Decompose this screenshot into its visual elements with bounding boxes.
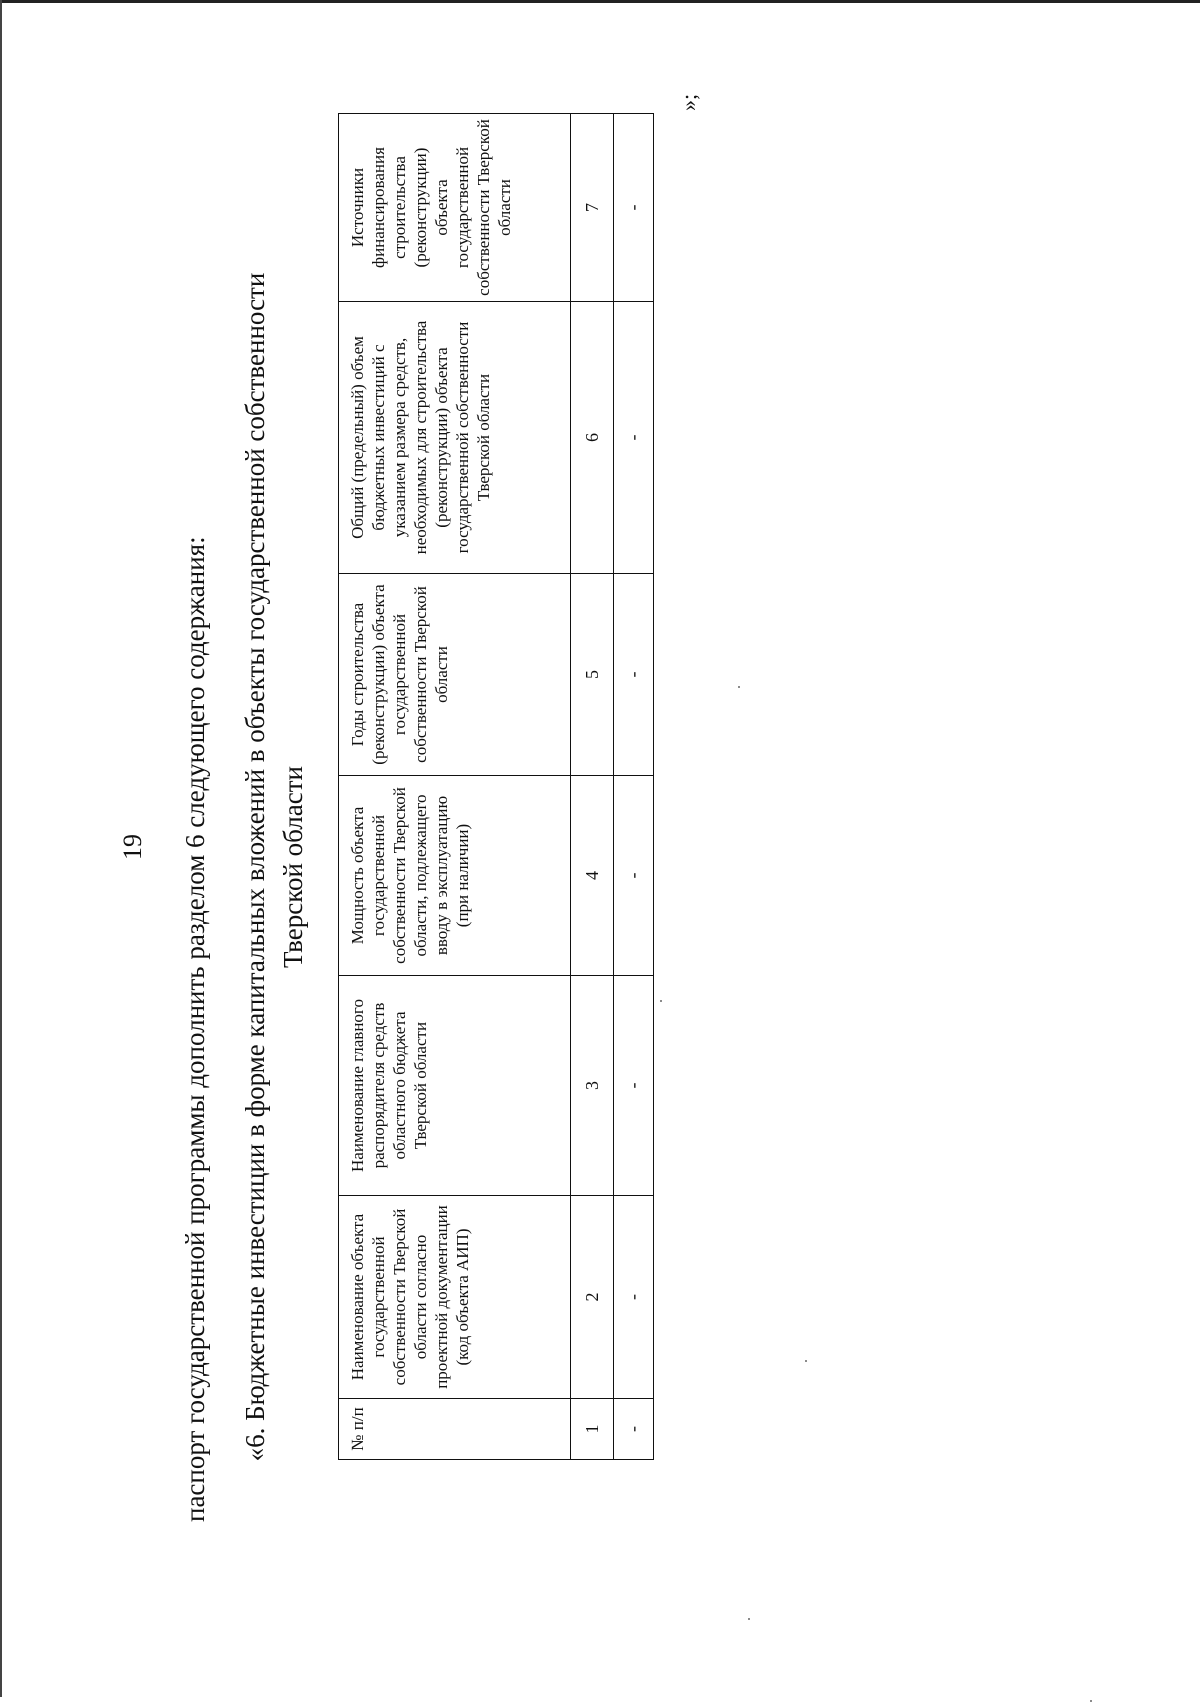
column-number-row: [571, 114, 614, 1460]
column-number-cell: 4: [571, 776, 614, 976]
table-cell: -: [614, 114, 654, 302]
table-cell: -: [614, 976, 654, 1196]
intro-text: паспорт государственной программы дополнить разделом 6 следующего содержания:: [180, 536, 210, 1522]
page-number: 19: [118, 834, 147, 860]
scan-speck: [748, 1618, 750, 1620]
column-number-cell: 1: [571, 1399, 614, 1460]
column-number-cell: 2: [571, 1196, 614, 1399]
header-cell: № п/п: [339, 1399, 571, 1460]
header-cell: Общий (предельный) объем бюджетных инвестиций с указанием размера средств, необходимых для строительства (реконструкции) объекта государственной собственности Тверской области: [339, 302, 571, 574]
column-number-cell: 5: [571, 574, 614, 776]
section-heading: «6. Бюджетные инвестиции в форме капитальных вложений в объекты государственной собственности Тверской области: [240, 272, 308, 1462]
header-cell: Источники финансирования строительства (реконструкции) объекта государственной собственности Тверской области: [339, 114, 571, 302]
column-number-cell: 7: [571, 114, 614, 302]
scan-speck: [738, 686, 740, 688]
table-cell: -: [614, 776, 654, 976]
header-cell: Наименование главного распорядителя средств областного бюджета Тверской области: [339, 976, 571, 1196]
scan-speck: [660, 1000, 662, 1002]
table-cell: -: [614, 1399, 654, 1460]
table-cell: -: [614, 574, 654, 776]
table-cell: -: [614, 302, 654, 574]
table-row: [614, 114, 654, 1460]
table-header-row: [339, 114, 571, 1460]
header-cell: Мощность объекта государственной собственности Тверской области, подлежащего вводу в эксплуатацию (при наличии): [339, 776, 571, 976]
header-cell: Годы строительства (реконструкции) объекта государственной собственности Тверской области: [339, 574, 571, 776]
table-cell: -: [614, 1196, 654, 1399]
column-number-cell: 3: [571, 976, 614, 1196]
investment-table: [338, 113, 654, 1460]
scan-speck: [805, 1360, 807, 1362]
column-number-cell: 6: [571, 302, 614, 574]
header-cell: Наименование объекта государственной собственности Тверской области согласно проектной документации (код объекта АИП): [339, 1196, 571, 1399]
closing-quote-mark: »;: [676, 93, 701, 111]
